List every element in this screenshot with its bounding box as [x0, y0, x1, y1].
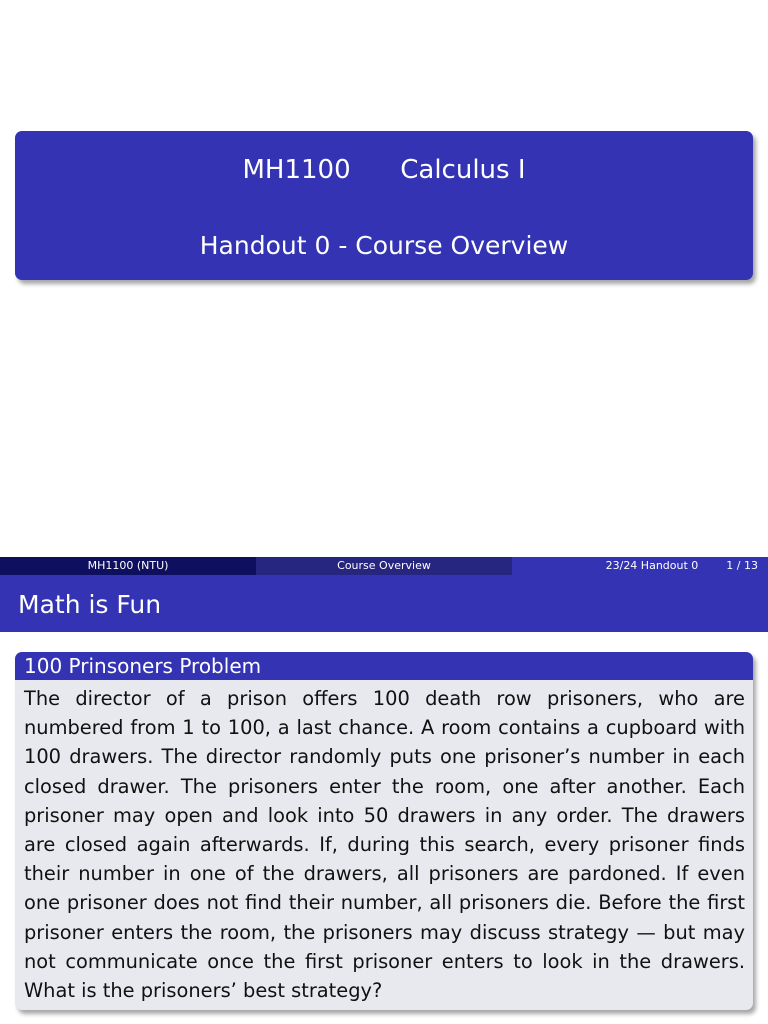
footer-author: MH1100 (NTU) — [0, 557, 256, 575]
block-title: 100 Prinsoners Problem — [15, 652, 753, 680]
frame-title: Math is Fun — [18, 590, 162, 619]
block-body: The director of a prison offers 100 death row prisoners, who are numbered from 1 to 100, a last chance. A room contains a cupboard with 100 drawers. The director randomly puts one prisoner’s number in each closed drawer. The prisoners enter the room, one after another. Each prisoner may open and look into 50 drawers in any order. The drawers are closed again afterwards. If, during this search, every prisoner finds their number in one of the drawers, all prisoners are pardoned. If even one prisoner does not find their number, all prisoners die. Before the first prisoner enters the room, the prisoners may discuss strategy — but may not communicate once the first prisoner enters to look in the drawers. What is the prisoners’ best strategy? — [24, 687, 745, 1003]
course-title-line — [0, 152, 768, 188]
problem-block — [15, 652, 753, 1010]
course-code: MH1100 — [242, 155, 351, 185]
handout-subtitle — [0, 228, 768, 264]
footer-title: Course Overview — [256, 557, 512, 575]
footer-bar — [0, 557, 768, 575]
footer-handout: 23/24 Handout 0 — [605, 559, 699, 572]
subtitle-text: Handout 0 - Course Overview — [199, 231, 569, 260]
footer-info — [512, 557, 768, 575]
frame-title-bar — [0, 575, 768, 632]
footer-page-number: 1 / 13 — [726, 559, 758, 572]
course-name: Calculus I — [400, 155, 526, 185]
